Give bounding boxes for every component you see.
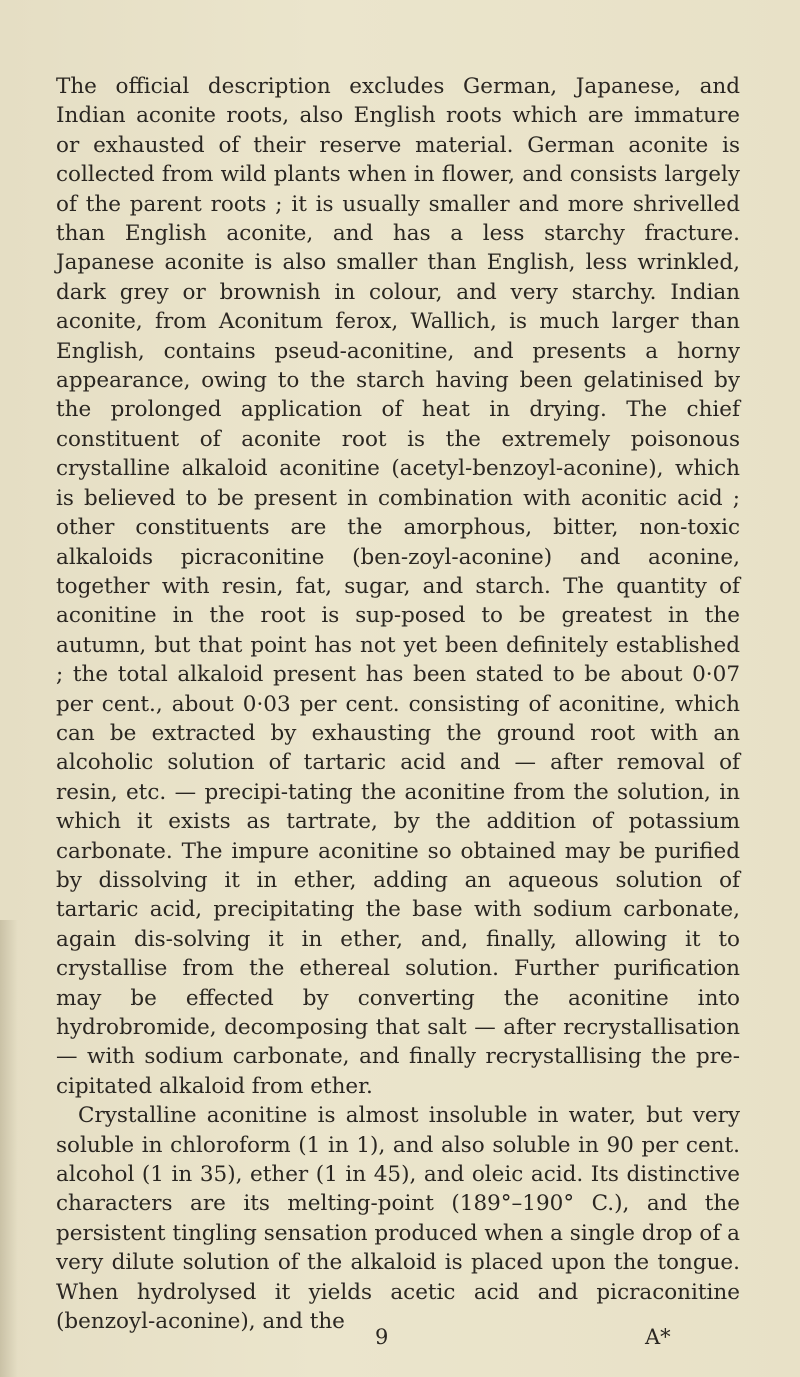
signature-mark: A* (645, 1325, 671, 1349)
page-number: 9 (375, 1325, 389, 1349)
paragraph-1: The official description excludes German, Japanese, and Indian aconite roots, also English roots which are immature or exhausted of their reserve material. German aconite is collected from wild plants when in flower, and consists largely of the parent roots ; it is usually smaller and more shrivelled than English aconite, and has a less starchy fracture. Japanese aconite is also smaller than English, less wrinkled, dark grey or brownish in colour, and very starchy. Indian aconite, from Aconitum ferox, Wallich, is much larger than English, contains pseud-aconitine, and presents a horny appearance, owing to the starch having been gelatinised by the prolonged application of heat in drying. The chief constituent of aconite root is the extremely poisonous crystalline alkaloid aconitine (acetyl-benzoyl-aconine), which is believed to be present in combination with aconitic acid ; other constituents are the amorphous, bitter, non-toxic alkaloids picraconitine (ben-zoyl-aconine) and aconine, together with resin, fat, sugar, and starch. The quantity of aconitine in the root is sup-posed to be greatest in the autumn, but that point has not yet been definitely established ; the total alkaloid present has been stated to be about 0·07 per cent., about 0·03 per cent. consisting of aconitine, which can be extracted by exhausting the ground root with an alcoholic solution of tartaric acid and — after removal of resin, etc. — precipi-tating the aconitine from the solution, in which it exists as tartrate, by the addition of potassium carbonate. The impure aconitine so obtained may be purified by dissolving it in ether, adding an aqueous solution of tartaric acid, precipitating the base with sodium carbonate, again dis-solving it in ether, and, finally, allowing it to crystallise from the ethereal solution. Further purification may be effected by converting the aconitine into hydrobromide, decomposing that salt — after recrystallisation — with sodium carbonate, and finally recrystallising the pre-cipitated alkaloid from ether. (56, 74, 740, 1099)
page-footer (0, 1325, 800, 1357)
binding-shadow (0, 920, 18, 1377)
body-text (56, 72, 740, 1336)
paragraph-2: Crystalline aconitine is almost insoluble in water, but very soluble in chloroform (1 in 1), and also soluble in 90 per cent. alcohol (1 in 35), ether (1 in 45), and oleic acid. Its distinctive characters are its melting-point (189°–190° C.), and the persistent tingling sensation produced when a single drop of a very dilute solution of the alkaloid is placed upon the tongue. When hydrolysed it yields acetic acid and picraconitine (benzoyl-aconine), and the (56, 1103, 740, 1335)
